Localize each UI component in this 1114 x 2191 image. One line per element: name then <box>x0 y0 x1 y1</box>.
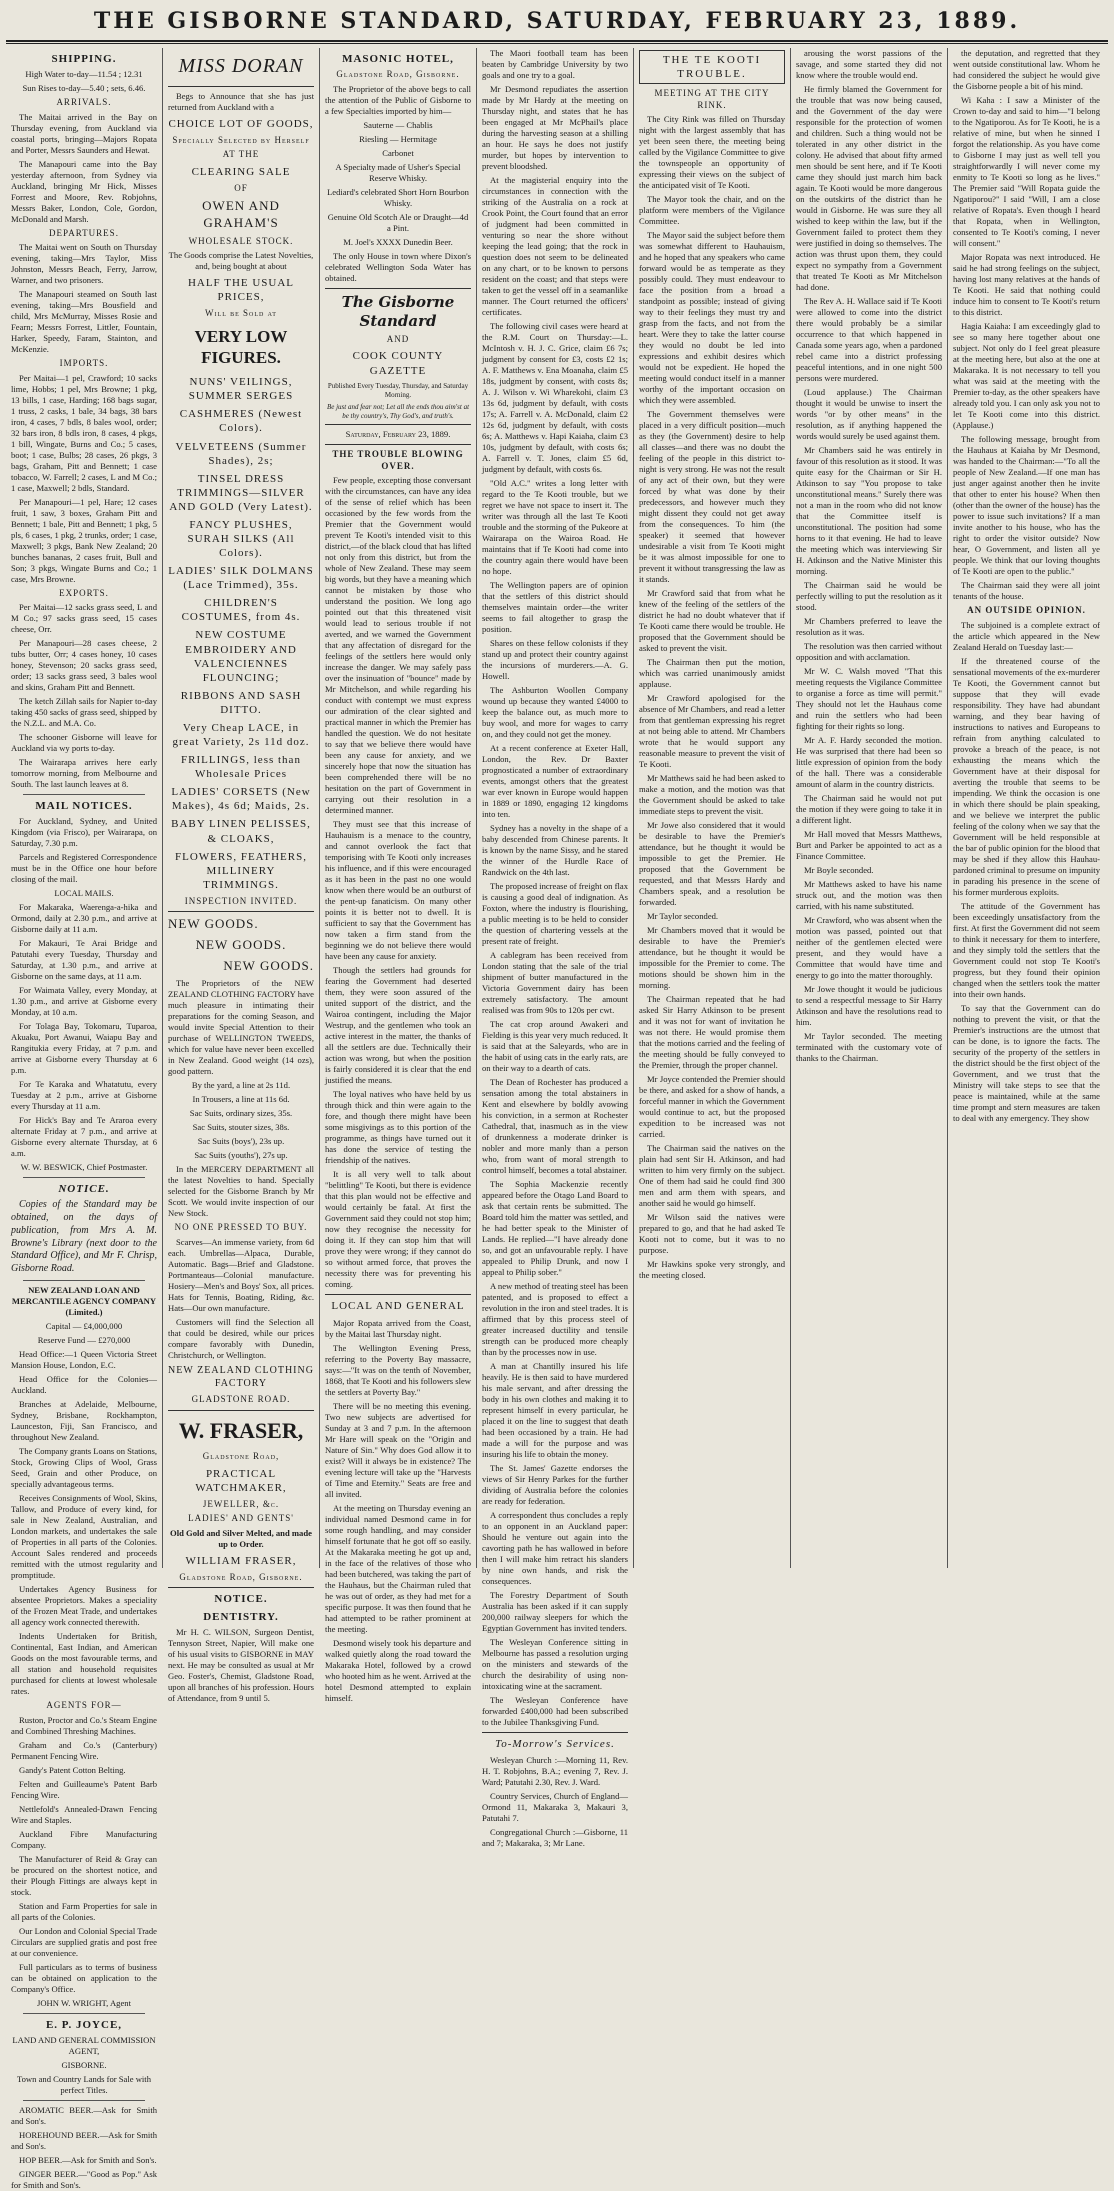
wine-line: Sauterne — Chablis <box>363 119 433 130</box>
news-paragraph: The Wesleyan Conference have forwarded £400,000 had been subscribed to the Jubilee Thanksgiving Fund. <box>482 1695 628 1727</box>
fraser2-address: Gladstone Road, Gisborne. <box>179 1571 303 1582</box>
editorial-paragraph: Few people, excepting those conversant with the circumstances, can have any idea of the sense of relief which has been occasioned by the few words from the Premier that the Government would prevent Te Kooti's intended visit to this district,—of the black cloud that has lifted not only from this district, but from the whole of New Zealand. These may seem big words, but they have a meaning which cannot be mistaken by those who understand the position. We long ago pointed out that this threatened visit would lead to serious trouble if not averted, and we warned the Government that any affectation of disregard for the feelings of the settlers here would only increase the danger. We may safely pass over the insinuation of "bounce" made by Mr Mitchelson, and while regarding his conduct with contempt we must express our admiration of the clear sighted and practical manner in which the Premier has handled the question. We do not hesitate to say that we believe there would have been any cause for anxiety, and we sincerely hope that now the situation has been comprehended there will be no hesitation on the part of Government in carrying out their resolution in a determined manner. <box>325 475 471 816</box>
article-paragraph: Mr Matthews said he had been asked to make a motion, and the motion was that the Government should be asked to take immediate steps to prevent the visit. <box>639 773 785 817</box>
column-2 <box>163 48 320 1704</box>
jeweller-line: JEWELLER, &c. <box>202 1498 280 1509</box>
hotel-title: MASONIC HOTEL, <box>342 53 454 65</box>
news-paragraph: The cat crop around Awakeri and Fielding is this year very much reduced. It is said that at the Saleyards, who are in the habit of using cats in the early rats, are on their way to a dearth of cats. <box>482 1019 628 1073</box>
beer-ad: HOREHOUND BEER.—Ask for Smith and Son's. <box>11 2129 157 2151</box>
at-the-line: AT THE <box>222 149 260 160</box>
service-item: Wesleyan Church :—Morning 11, Rev. H. T. Robjohns, B.A.; evening 7, Rev. J. Ward; Patutahi 2.30, Rev. J. Ward. <box>482 1755 628 1788</box>
arrivals-heading: ARRIVALS. <box>56 97 112 108</box>
melted-line: Old Gold and Silver Melted, and made up to Order. <box>170 1527 312 1549</box>
article-paragraph: The Chairman then put the motion, which was carried unanimously amidst applause. <box>639 657 785 690</box>
stock-item: FANCY PLUSHES, SURAH SILKS (All Colors). <box>187 518 295 560</box>
customers-text: Customers will find the Selection all that could be desired, while our prices compare favorably with Dunedin, Christchurch, or Wellington. <box>168 1316 314 1360</box>
stock-item: TINSEL DRESS TRIMMINGS—SILVER AND GOLD (Very Latest). <box>169 472 313 513</box>
masthead-rule-thin <box>6 43 1108 44</box>
price-line: Sac Suits, ordinary sizes, 35s. <box>189 1108 293 1119</box>
exports-heading: EXPORTS. <box>59 587 109 598</box>
notice-text: Copies of the Standard may be obtained, on the days of publication, from Mrs A. M. Browne's Library (next door to the Standard Office), and Mr F. Chrisp, Gisborne Road. <box>11 1199 157 1275</box>
stock-item: NEW COSTUME EMBROIDERY AND VALENCIENNES FLOUNCING; <box>185 629 297 684</box>
article-paragraph: Mr Jowe thought it would be judicious to send a respectful message to Sir Harry Atkinson and have the resolutions read to him. <box>796 984 942 1027</box>
article-paragraph: The Chairman repeated that he had asked Sir Harry Atkinson to be present and it was not for want of invitation he was not there. He would promise them that the motions carried and the feeling of the meeting should be fully conveyed to the Premier, through the proper channel. <box>639 994 785 1071</box>
stock-item: LADIES' SILK DOLMANS (Lace Trimmed), 35s. <box>168 565 314 592</box>
loan-text: The Company grants Loans on Stations, Stock, Growing Clips of Wool, Grass Seed, Grain and other Produce, on specially advantageous terms. <box>11 1446 157 1490</box>
export-item: Per Manapouri—28 cases cheese, 2 tubs butter, Orr; 4 cases honey, 10 cases honey, Stevenson; 20 sacks grass seed, order; 13 sacks grass seed, 3 bales wool and skins, Graham Pitt and Bennett. <box>11 638 157 693</box>
masthead-rule <box>6 40 1108 42</box>
goods-text: The Goods comprise the Latest Novelties, and, being bought at about <box>168 250 314 272</box>
divider <box>23 2100 145 2101</box>
news-paragraph: At a recent conference at Exeter Hall, London, the Rev. Dr Baxter prognosticated a number of extraordinary events, amongst others that the greatest war ever known in Europe would happen in 1889 or 1890, engaging 12 kingdoms into ten. <box>482 743 628 819</box>
local-heading: LOCAL AND GENERAL <box>331 1300 465 1313</box>
article-paragraph: Mr Chambers moved that it would be desirable to have the Premier's attendance, but he thought it would be impossible for the Premier to come. The motions should be shown him in the morning. <box>639 925 785 991</box>
loan-text: Branches at Adelaide, Melbourne, Sydney, Brisbane, Rockhampton, Launceston, Fiji, San Francisco, and throughout New Zealand. <box>11 1399 157 1443</box>
loan-text: Head Office:—1 Queen Victoria Street Mansion House, London, E.C. <box>11 1349 157 1371</box>
divider <box>23 1177 145 1178</box>
stock-item: VELVETEENS (Summer Shades), 2s; <box>175 440 307 467</box>
news-paragraph: A man at Chantilly insured his life heavily. He is then said to have murdered his male servant, and after dressing the body in his own clothes and making it to represent himself in every particular, he placed it on the line to suggest that death had been occasioned by a train. He had made a will for the purpose and was insuring his life to obtain the money. <box>482 1361 628 1459</box>
wine-line: Carbonet <box>382 147 414 158</box>
news-paragraph: Mr Desmond repudiates the assertion made by Mr Hardy at the meeting on Thursday night, and states that he has been engaged at Mr McPhail's place during the harvesting season at a shilling an hour. He says he does not justify murder, but hopes by intervention to prevent bloodshed. <box>482 84 628 171</box>
hotel-text: The Proprietor of the above begs to call the attention of the Public of Gisborne to a few Specialties imported by him— <box>325 83 471 116</box>
news-paragraph: "Old A.C." writes a long letter with regard to the Te Kooti trouble, but we regret we have not space to insert it. The writer was through all the last Te Kooti trouble and the storming of the Pukeore at Wairarapa on the Wairoa Road. He maintains that if Te Kooti had come into the country again there would have been no hope. <box>482 478 628 576</box>
stock-item: FLOWERS, FEATHERS, MILLINERY TRIMMINGS. <box>175 850 307 891</box>
beer-line: M. Joel's XXXX Dunedin Beer. <box>343 236 453 247</box>
divider <box>168 1587 314 1588</box>
article-subtitle: MEETING AT THE CITY RINK. <box>654 88 770 110</box>
article-paragraph: Wi Kaha : I saw a Minister of the Crown to-day and said to him—"I belong to the Ngatiporou. As for Te Kooti, he is a relative of mine, but when he sinned I forgot the relationship. As you have come to Gisborne I may just as well tell you straightforwardly I will never come my enmity to Te Kooti so long as he lives." The Premier said "Will Ropata guide the Ngatiporou?" I said "Will, I am a close relative of Ropata's. Even though I heard that Ropata, when in Wellington, consented to Te Kooti's coming, I never will consent." <box>953 95 1100 248</box>
article-paragraph: The City Rink was filled on Thursday night with the largest assembly that has yet been seen there, the meeting being called by the Vigilance Committee to give the townspeople an opportunity of expressing their views on the subject of the anticipated visit of Te Kooti. <box>639 114 785 191</box>
news-paragraph: The Wesleyan Conference sitting in Melbourne has passed a resolution urging on the ministers and stewards of the church the desirability of using non-intoxicating wine at the sacrament. <box>482 1637 628 1691</box>
mail-item: For Auckland, Sydney, and United Kingdom (via Frisco), per Wairarapa, on Saturday, 7.30 p.m. <box>11 816 157 849</box>
column-1 <box>6 48 163 2190</box>
notice2-heading: NOTICE. <box>214 1593 268 1606</box>
only-house-text: The only House in town where Dixon's celebrated Wellington Soda Water has obtained. <box>325 250 471 283</box>
local-paragraph: Desmond wisely took his departure and walked quietly along the road toward the Makaraka Hotel, followed by a crowd who hooted him as he went. Arrived at the hotel Desmond attempted to explain himself. <box>325 1637 471 1703</box>
article-paragraph: The Government themselves were placed in a very difficult position—much as they (the Government) desire to help all classes—and there was no doubt the feeling of the people in this district to-night is very strong. He was not the result of any act of their own, but they were forced by what was done by their predecessors, and however much they might dissent they could not get away from the consequences. To him (the speaker) it seemed that however undesirable a visit from Te Kooti might be it was almost impossible for one to prevent it without transgressing the law as it stands. <box>639 409 785 585</box>
fraser-address: Gladstone Road, <box>202 1450 280 1461</box>
shipping-note: The ketch Zillah sails for Napier to-day taking 450 sacks of grass seed, shipped by the N.Z.L. and M.A. Co. <box>11 696 157 729</box>
local-paragraph: At the meeting on Thursday evening an individual named Desmond came in for some rough handling, and may consider himself fortunate that he got off so easily. At the Makaraka meeting he got up and, in the face of the relatives of those who had been butchered, was taking the part of the Hauhaus, but the Chairman ruled that he was out of order, as they had met for a specific purpose. It was then found that he had attempted to be rather prominent at the meeting. <box>325 1502 471 1634</box>
article-paragraph: Mr Jowe also considered that it would be desirable to have the Premier's attendance, but he thought it would be impossible to get the Premier. He proposed that the Government be requested, and that Messrs Hardy and Chambers speak, and a resolution be forwarded. <box>639 820 785 908</box>
divider <box>325 288 471 289</box>
news-paragraph: The Dean of Rochester has produced a sensation among the total abstainers in Kent and elsewhere by boldly avowing his conviction, in a sermon at Rochester Cathedral, that, inasmuch as in the view of drunkenness a moderate drinker is nobler and more manly than a person who, from want of moral strength to control himself, becomes a total abstainer. <box>482 1077 628 1175</box>
page-columns <box>6 48 1108 2190</box>
article-paragraph: The Chairman said he would not put the motion if they were going to take it in a different light. <box>796 793 942 825</box>
article-paragraph: Mr Hall moved that Messrs Matthews, Burt and Parker be appointed to act as a Finance Committee. <box>796 829 942 861</box>
article-paragraph: The resolution was then carried without opposition and with acclamation. <box>796 641 942 662</box>
agent-item: Felten and Guilleaume's Patent Barb Fencing Wire. <box>11 1778 157 1800</box>
news-paragraph: At the magisterial enquiry into the circumstances in connection with the striking of the Australia on a rock at Crook Point, the Court found that an error of judgment had been committed in venturing so near the shore without keeping the lead going; that the rock in question does not seem to be delineated on any chart, or to be known to persons resident on the coast; and that steps were taken to get the vessel off in a seamanlike manner. The Court returned the officers' certificates. <box>482 175 628 317</box>
article-paragraph: the deputation, and regretted that they went outside constitutional law. Whom he had considered the subject he would give the Gisborne people a bit of his mind. <box>953 48 1100 91</box>
local-paragraph: Major Ropata arrived from the Coast, by the Maitai last Thursday night. <box>325 1317 471 1339</box>
divider <box>23 2013 145 2014</box>
fraser-name: W. FRASER, <box>178 1417 304 1443</box>
shipping-heading: SHIPPING. <box>51 53 117 65</box>
owen-line: OWEN AND GRAHAM'S <box>202 198 280 230</box>
sun-line: Sun Rises to-day—5.40 ; sets, 6.46. <box>22 83 146 94</box>
doran-name: MISS DORAN <box>178 55 304 77</box>
divider <box>23 1280 145 1281</box>
divider <box>168 1410 314 1411</box>
news-paragraph: The Wellington papers are of opinion that the settlers of this district should themselves maintain order—the writer seems to fail altogether to grasp the position. <box>482 580 628 634</box>
price-line: In Trousers, a line at 11s 6d. <box>192 1094 290 1105</box>
column-5 <box>634 48 791 1568</box>
new-goods-line: NEW GOODS. <box>195 936 287 952</box>
shipping-note: The schooner Gisborne will leave for Auckland via wy ports to-day. <box>11 732 157 754</box>
article-paragraph: The attitude of the Government has been exceedingly unsatisfactory from the first. At first the Government did not seem to think it necessary for them to interfere, and they simply told the settlers that the Government could not stop Te Kooti's progress, but they found their opinion changed when the settlers took the matter into their own hands. <box>953 900 1100 999</box>
stock-item: BABY LINEN PELISSES, & CLOAKS, <box>171 818 311 845</box>
news-paragraph: The Sophia Mackenzie recently appeared before the Otago Land Board to ask that certain rents be submitted. The Board told him the matter was settled, and he had better speak to the Minister of Lands. He replied—"I have already done so, and got an unfavourable reply. I have appealed to Philip Drunk, and now I appeal to Philip sober." <box>482 1179 628 1277</box>
price-line: Sac Suits (youths'), 27s up. <box>194 1150 288 1161</box>
editorial-paragraph: The loyal natives who have held by us through thick and thin were again to the fore, and though there might have been some misgivings as to this portion of the programme, as things have turned out it has done the service of testing the friendship of the natives. <box>325 1089 471 1166</box>
fraser2-name: WILLIAM FRASER, <box>185 1554 297 1567</box>
article-paragraph: Mr Crawford apologised for the absence of Mr Chambers, and read a letter from that gentleman expressing his regret at not being able to attend. Mr Chambers wrote that he would support any reasonable measure to prevent the visit of Te Kooti. <box>639 693 785 770</box>
column-4 <box>477 48 634 1849</box>
bourbon-line: Lediard's celebrated Short Horn Bourbon Whisky. <box>327 186 469 208</box>
price-line: By the yard, a line at 2s 11d. <box>191 1080 291 1091</box>
departures-heading: DEPARTURES. <box>49 227 119 238</box>
article-paragraph: If the threatened course of the sensational movements of the ex-murderer Te Kooti, the Government cannot but suppose that they will evade responsibility. They have had abundant warning, and they bear having of instructions to natives and Europeans to refrain from anything calculated to provoke a breach of the peace, is not exhausting the means which the Government have at their disposal for averting the trouble that seems to be impending. We think the occasion is one in which there should be plain speaking, and we believe we interpret the public feeling of the colony when we say that the Government will be held responsible at the bar of public opinion for the blood that may be shed if they allow this Hauhau-pardoned criminal to presume on impunity in parading his presence in the scene of his former murderous exploits. <box>953 655 1100 897</box>
ladies-line: LADIES' AND GENTS' <box>188 1513 294 1524</box>
editorial-paragraph: It is all very well to talk about "belittling" Te Kooti, but there is evidence that this plan would not be effective and would certainly be fatal. At first the Government said they could not stop him; now they recognise the necessity for doing it. If they can stop him that will prove they were wrong; if they cannot do so without armed force, that proves the necessity there was for preventing his coming. <box>325 1169 471 1290</box>
agent-item: Ruston, Proctor and Co.'s Steam Engine and Combined Threshing Machines. <box>11 1714 157 1736</box>
divider <box>482 1732 628 1733</box>
published-line: Published Every Tuesday, Thursday, and Saturday Morning. <box>327 381 469 399</box>
divider <box>325 1294 471 1295</box>
editorial-heading: THE TROUBLE BLOWING OVER. <box>332 449 464 471</box>
watchmaker-line: PRACTICAL WATCHMAKER, <box>195 1467 287 1494</box>
mail-item: For Hick's Bay and Te Araroa every alternate Friday at 7 p.m., and arrive at Gisborne every alternate Thursday, at 6 a.m. <box>11 1115 157 1159</box>
joyce-line: LAND AND GENERAL COMMISSION AGENT, <box>12 2034 156 2056</box>
wine-line: Riesling — Hermitage <box>359 133 437 144</box>
paper-and: AND <box>386 333 410 344</box>
shipping-note: The Wairarapa arrives here early tomorrow morning, from Melbourne and South. The last launch leaves at 8. <box>11 757 157 790</box>
news-paragraph: Shares on these fellow colonists if they stand up and protect their country against the incursions of murderers.—A. G. Howell. <box>482 638 628 681</box>
article-paragraph: The subjoined is a complete extract of the article which appeared in the New Zealand Herald on Tuesday last:— <box>953 619 1100 652</box>
issue-date: Saturday, February 23, 1889. <box>345 429 451 440</box>
joyce-line: Town and Country Lands for Sale with perfect Titles. <box>16 2073 151 2095</box>
news-paragraph: The following civil cases were heard at the R.M. Court on Thursday:—L. McIntosh v. H. J. C. Grice, claim £6 7s; judgment by consent for £3, costs £2 1s; A. F. Matthews v. Ena Moanaha, claim £5 18s, judgment by consent, with costs 8s; A. J. Wilson v. Wi Wharekohi, claim £3 13s 6d, judgment by default, with costs 17s; A. Farrell v. A. McDonald, claim £2 12s 6d, judgment by default, with costs 6s; A. Matthews v. Hapi Kaiaha, claim £3 10s, judgment by default, with costs 6s; A. Farrell v. T. Jones, claim £5 6d, judgment by default, with costs 6s. <box>482 321 628 474</box>
stock-item: NUNS' VEILINGS, SUMMER SERGES <box>188 376 294 403</box>
stock-item: FRILLINGS, less than Wholesale Prices <box>181 754 301 781</box>
agents-heading: AGENTS FOR— <box>46 1700 122 1711</box>
article-paragraph: The Chairman said they were all joint tenants of the house. <box>953 580 1100 601</box>
divider <box>168 911 314 912</box>
news-paragraph: The proposed increase of freight on flax is causing a good deal of indignation. As Foxton, where the industry is flourishing, a public meeting is to be held to consider the question of chartering vessels at the present rate of freight. <box>482 881 628 946</box>
stock-item: RIBBONS AND SASH DITTO. <box>180 689 302 716</box>
local-paragraph: There will be no meeting this evening. Two new subjects are advertised for Sunday at 3 and 7 p.m. In the afternoon Mr Hare will speak on the "Origin and Nature of Sin." Why does God allow it to exist? Will it always be in existence? The evening lecture will take up the "Harvests of Time and Eternity." Seats are free and all invited. <box>325 1400 471 1499</box>
article-paragraph: Mr Chambers said he was entirely in favour of this resolution as it stood. It was quite easy for the Chairman or Sir H. Atkinson to say "You propose to take unconstitutional means." Surely there was not a man in the room who did not know that the Committee itself is unconstitutional. The position had some horns to it that evening. He had to leave the meeting which was interviewing Sir H. Atkinson and the Native Minister this morning. <box>796 445 942 576</box>
article-paragraph: Mr Hawkins spoke very strongly, and the meeting closed. <box>639 1259 785 1281</box>
mercery-text: In the MERCERY DEPARTMENT all the latest Novelties to hand. Specially selected for the Gisborne Branch by Mr Scott. We would invite inspection of our New Stock. <box>168 1164 314 1219</box>
news-paragraph: Sydney has a novelty in the shape of a baby descended from Chinese parents. It is known by the name Sissy, and he stared the winner of the Hurdle Race of Randwick on the 4th last. <box>482 823 628 877</box>
news-paragraph: The Ashburton Woollen Company wound up because they wanted £4000 to keep the balance out, as much more to buy wool, and more for wages to carry on, and they could not get the money. <box>482 685 628 739</box>
joyce-name: E. P. JOYCE, <box>45 2018 123 2031</box>
service-item: Congregational Church :—Gisborne, 11 and 7; Makaraka, 3; Mr Lane. <box>482 1827 628 1849</box>
factory-road: GLADSTONE ROAD. <box>191 1394 291 1405</box>
joyce-line: GISBORNE. <box>61 2059 107 2070</box>
agent-signature: JOHN W. WRIGHT, Agent <box>37 1997 131 2008</box>
column-3 <box>320 48 477 1703</box>
factory-name: NEW ZEALAND CLOTHING FACTORY <box>168 1364 314 1389</box>
paper-gazette: COOK COUNTY GAZETTE <box>352 350 444 377</box>
clothing-factory-text: The Proprietors of the NEW ZEALAND CLOTHING FACTORY have much pleasure in intimating their preparations for the coming Season, and would invite Special Attention to their purchase of WELLINGTON TWEEDS, which for value have never been excelled in New Zealand. Good weight (14 ozs), good pattern. <box>168 978 314 1077</box>
new-goods-line: NEW GOODS. <box>223 957 314 973</box>
doran-intro: Begs to Announce that she has just returned from Auckland with a <box>168 90 314 112</box>
loan-company-title: NEW ZEALAND LOAN AND MERCANTILE AGENCY COMPANY (Limited.) <box>11 1285 157 1318</box>
of-line: OF <box>234 182 248 193</box>
capital-line: Capital — £4,000,000 <box>45 1321 123 1332</box>
agent-item: Station and Farm Properties for sale in all parts of the Colonies. <box>11 1900 157 1922</box>
departure-item: The Manapouri steamed on South last evening, taking—Mrs Bousfield and child, Mrs McMurray, Misses Rosie and Fearn; Messrs Forrest, Littler, Fountain, Harker, Speedy, Faram, Stainton, and McKenzie. <box>11 289 157 355</box>
export-item: Per Maitai—12 sacks grass seed, L and M Co.; 97 sacks grass seed, 15 cases cheese, Orr. <box>11 602 157 635</box>
news-paragraph: The Forestry Department of South Australia has been asked if it can supply 200,000 railway sleepers for which the Egyptian Government has invited tenders. <box>482 1590 628 1633</box>
choice-line: CHOICE LOT OF GOODS, <box>168 117 314 130</box>
divider <box>23 794 145 795</box>
mail-item: Parcels and Registered Correspondence must be in the Office one hour before closing of the mail. <box>11 852 157 885</box>
stock-item: Very Cheap LACE, in great Variety, 2s 11d doz. <box>172 721 310 749</box>
loan-text: Undertakes Agency Business for absentee Proprietors. Makes a speciality of the Frozen Meat Trade, and undertakes all agency work connected therewith. <box>11 1584 157 1628</box>
column-6 <box>791 48 948 1568</box>
arrival-item: The Manapouri came into the Bay yesterday afternoon, from Sydney via Auckland, bringing Mr Hick, Misses Forrest and Moore, Rev. Robjohns, Messrs Baker, London, Cole, Gordon, McDonald and Marsh. <box>11 158 157 224</box>
stock-item: LADIES' CORSETS (New Makes), 4s 6d; Maids, 2s. <box>171 786 311 813</box>
news-paragraph: The Maori football team has been beaten by Cambridge University by two goals and one try to a goal. <box>482 48 628 80</box>
mail-item: For Makauri, Te Arai Bridge and Patutahi every Tuesday, Thursday and Saturday, at 1.30 p.m., and arrive at Gisborne on the same days, at 11 a.m. <box>11 938 157 982</box>
article-paragraph: Mr Matthews asked to have his name struck out, and the motion was then carried, with his name substituted. <box>796 879 942 911</box>
article-paragraph: The Rev A. H. Wallace said if Te Kooti were allowed to come into the district there would probably be a similar occurrence to that which happened in Canada some years ago, when a pardoned rebel came into a district professing peaceful intentions, and in one night 500 persons were murdered. <box>796 296 942 383</box>
beer-ad: AROMATIC BEER.—Ask for Smith and Son's. <box>11 2104 157 2126</box>
article-paragraph: Mr Boyle seconded. <box>804 865 874 875</box>
divider <box>325 424 471 425</box>
mail-item: For Tolaga Bay, Tokomaru, Tuparoa, Akuaku, Port Awanui, Waiapu Bay and Rangitukia every Friday, at 7 p.m. and arrive at Gisborne every Thursday at 6 p.m. <box>11 1021 157 1076</box>
mail-item: For Makaraka, Waerenga-a-hika and Ormond, daily at 2.30 p.m., and arrive at Gisborne daily at 11 a.m. <box>11 902 157 935</box>
local-paragraph: The Wellington Evening Press, referring to the Poverty Bay massacre, says:—"It was on the tenth of November, 1868, that Te Kooti and his followers slew the settlers at Poverty Bay." <box>325 1342 471 1397</box>
mail-item: For Te Karaka and Whatatutu, every Tuesday at 2 p.m., arrive at Gisborne every Thursday at 11 a.m. <box>11 1079 157 1112</box>
article-paragraph: Mr Crawford said that from what he knew of the feeling of the settlers of the district he had no doubt whatever that if Te Kooti came there would be trouble. He proposed that the Government should be asked to prevent the visit. <box>639 588 785 654</box>
article-paragraph: Mr A. F. Hardy seconded the motion. He was surprised that there had been so little expression of opinion from the body of the hall. There was a considerable amount of alarm in the country districts. <box>796 735 942 789</box>
article-paragraph: The Mayor took the chair, and on the platform were members of the Vigilance Committee. <box>639 194 785 227</box>
outside-opinion-heading: AN OUTSIDE OPINION. <box>967 605 1086 615</box>
article-paragraph: (Loud applause.) The Chairman thought it would be unwise to insert the words "or by other means" in the resolution, as if anything happened the words would surely be used against them. <box>796 387 942 441</box>
clearing-line: CLEARING SALE <box>191 165 291 178</box>
beer-ad: GINGER BEER.—"Good as Pop." Ask for Smith and Son's. <box>11 2168 157 2190</box>
mail-heading: MAIL NOTICES. <box>35 800 133 813</box>
article-paragraph: Mr Taylor seconded. <box>647 911 719 922</box>
news-paragraph: A correspondent thus concludes a reply to an opponent in an Auckland paper: Should he venture out again into the cavorting path he has wallowed in before then I will make him retract his slanders by nine own hands, and risk the consequences. <box>482 1510 628 1586</box>
article-paragraph: He firmly blamed the Government for the trouble that was now being caused, and the Government of the day were responsible for the protection of women and children. Such a thing would not be tolerated in any other district in the colony. He advised that about fifty armed men should be sent here, and if Te Kooti came they should just march him back again. Te Kooti would be more dangerous on the outskirts of the district than he would in Gisborne. He was sure they all wished to keep within the law, but if the Government failed to protect them they were justified in doing so themselves. The action was thrust upon them, they could expect no sympathy from a Government that treated Te Kooti as Mr Mitchelson had done. <box>796 84 942 292</box>
article-paragraph: Mr Taylor seconded. The meeting terminated with the customary vote of thanks to the Chairman. <box>796 1031 942 1063</box>
reserve-line: Reserve Fund — £270,000 <box>37 1335 131 1346</box>
agent-item: Graham and Co.'s (Canterbury) Permanent Fencing Wire. <box>11 1739 157 1761</box>
service-item: Country Services, Church of England—Ormond 11, Makaraka 3, Makauri 3, Patutahi 7. <box>482 1791 628 1824</box>
half-price-line: HALF THE USUAL PRICES, <box>187 277 295 304</box>
wholesale-line: WHOLESALE STOCK. <box>188 235 294 246</box>
article-paragraph: arousing the worst passions of the savage, and some started they did not know where the trouble would end. <box>796 48 942 80</box>
arrival-item: The Maitai arrived in the Bay on Thursday evening, from Auckland via coastal ports, bringing—Majors Ropata and Porter, Messrs Saunders and Hewat. <box>11 111 157 155</box>
no-one-pressed: NO ONE PRESSED TO BUY. <box>174 1222 308 1233</box>
news-paragraph: The St. James' Gazette endorses the views of Sir Henry Parkes for the further dividing of Australia before the colonies are ready for federation. <box>482 1463 628 1506</box>
selected-line: Specially Selected by Herself <box>172 134 310 145</box>
tide-line: High Water to-day—11.54 ; 12.31 <box>25 69 143 80</box>
article-paragraph: Hagia Kaiaha: I am exceedingly glad to see so many here together about one subject. Not only do I feel great pleasure at the meeting here, but also at the one at Makaraka. It is not necessary to tell you what was said at the meeting with the Premier to-day, as the other speakers have already told you. I can only ask you not to let Te Kooti come into this district. (Applause.) <box>953 321 1100 430</box>
postmaster-signature: W. W. BESWICK, Chief Postmaster. <box>20 1162 148 1173</box>
import-item: Per Manapouri—1 pel, Hare; 12 cases fruit, 1 saw, 3 boxes, Graham Pitt and Bennett; 1 bale, Pitt and Bennett; 1 pkg, 5 pls, 6 cases, 1 pkg, 2 trunks, order; 1 case, Maxwell; 3 pkgs, Bank New Zealand; 20 bunches bananas, 2 cases fruit, Bull and Son; 3 pkgs, Wingate Burns and Co.; 1 case, Mrs Browne. <box>11 496 157 584</box>
editorial-paragraph: They must see that this increase of Hauhauism is a menace to the country, and cannot overlook the fact that temporising with Te Kooti only increases his influence, and if this were encouraged as it has been in the past no one would know when there would be an outburst of the pent-up fanaticism. On many other points it is better not to dwell. It is sufficient to say that the Government has now taken a firm stand from the beginning we do not believe there would have been any cause for anxiety. <box>325 819 471 962</box>
stock-item: CASHMERES (Newest Colors). <box>179 408 303 435</box>
imports-heading: IMPORTS. <box>59 358 109 369</box>
agent-item: The Manufacturer of Reid & Gray can be procured on the shortest notice, and their Plough Fittings are always kept in stock. <box>11 1853 157 1897</box>
new-goods-line: NEW GOODS. <box>168 916 259 932</box>
article-paragraph: Mr Chambers preferred to leave the resolution as it was. <box>796 616 942 637</box>
price-line: Sac Suits (boys'), 23s up. <box>197 1136 285 1147</box>
motto-line: Be just and fear not; Let all the ends thou aim'st at be thy country's, Thy God's, and truth's. <box>326 402 470 420</box>
import-item: Per Maitai—1 pel, Crawford; 10 sacks lime, Hobbs; 1 pel, Mrs Browne; 1 pkg, 13 bills, 1 case, Harding; 168 bags sugar, 1 truss, 2 casks, 1 bale, 34 bags, 38 bars iron, 4 cases, 7 bdls, 8 bales wool, order; 32 bars iron, 8 bdls iron, 8 cases, 4 pkgs, 1 bill, Wingate, Burns and Co.; 5 cases, boot; 1 case, Bulbs; 28 cases, 26 pkgs, 3 bags, Graham, Pitt and Bennett; 1 case tobacco, W. Farrell; 2 cases, L and M Co.; 1 case, Maxwell; 2 bdls, Standard. <box>11 372 157 493</box>
article-paragraph: Mr Crawford, who was absent when the motion was passed, pointed out that neither of the gentlemen elected were present, and they would have a Committee that would have time and energy to go into the matter thoroughly. <box>796 915 942 980</box>
hotel-address: Gladstone Road, Gisborne. <box>336 69 460 80</box>
inspection-line: INSPECTION INVITED. <box>184 895 298 906</box>
editorial-paragraph: Though the settlers had grounds for fearing the Government had deserted them, they were soon assured of the united support of the district, and the Wairoa contingent, including the Major Westrup, and the gentlemen who took an active interest in the matter, the thanks of all the settlers are due. Technically their action was wrong, but when the position is fairly considered it is clear that the end justified the means. <box>325 965 471 1086</box>
news-paragraph: A cablegram has been received from London stating that the sale of the trial shipment of butter manufactured in the Victoria Government dairy has been extremely satisfactory. The amount realised was from 90s to 120s per cwt. <box>482 950 628 1015</box>
notice-heading: NOTICE. <box>58 1183 110 1196</box>
article-paragraph: Mr W. C. Walsh moved "That this meeting requests the Vigilance Committee to organise a force as time will permit." They should not let the Hauhaus come and ruin the settlers who had been fighting for their rights so long. <box>796 666 942 731</box>
very-low-line: VERY LOW FIGURES. <box>194 326 288 368</box>
departure-item: The Maitai went on South on Thursday evening, taking—Mrs Taylor, Miss Johnston, Messrs Beach, Ferry, Jarrow, Warner, and two prisoners. <box>11 242 157 286</box>
column-7 <box>948 48 1105 1568</box>
loan-text: Receives Consignments of Wool, Skins, Tallow, and Produce of every kind, for sale in New Zealand, Australian, and London markets, and undertakes the sale of Properties in all parts of the Colonies. Account Sales rendered and proceeds remitted with the utmost regularity and promptitude. <box>11 1493 157 1581</box>
article-paragraph: To say that the Government can do nothing to prevent the visit, or that the Premier's instructions are the utmost that can be done, is to ignore the facts. The security of the property of the settlers in the district should be the first object of the Government, and we trust that the Ministry will take steps to see that the peace is maintained, while at the same time prompt and stern measures are taken to deal with any emergency. They show <box>953 1002 1100 1123</box>
agent-item: Our London and Colonial Special Trade Circulars are supplied gratis and post free at our convenience. <box>11 1925 157 1958</box>
scarves-text: Scarves—An immense variety, from 6d each. Umbrellas—Alpaca, Durable, Automatic. Bags—Brief and Gladstone. Portmanteaus—Colonial manufacture. Hosiery—Men's and Boys' Sox, all prices. Hats for Tennis, Boating, Riding, &c. Hats—Our own manufacture. <box>168 1236 314 1313</box>
article-paragraph: Mr Joyce contended the Premier should be there, and asked for a show of hands, a forceful manner in which the Government would continue to act, but the proposed expedition to be increased was not carried. <box>639 1074 785 1140</box>
divider <box>325 444 471 445</box>
stock-item: CHILDREN'S COSTUMES, from 4s. <box>181 597 301 624</box>
will-be-line: Will be Sold at <box>205 308 277 319</box>
divider <box>168 86 314 87</box>
article-paragraph: Major Ropata was next introduced. He said he had strong feelings on the subject, having lost many relatives at the hands of Te Kooti. He said that nothing could induce him to consent to Te Kooti's return to this district. <box>953 252 1100 317</box>
agent-item: Gandy's Patent Cotton Belting. <box>19 1764 126 1775</box>
agent-item: Auckland Fibre Manufacturing Company. <box>11 1828 157 1850</box>
agent-item: Nettlefold's Annealed-Drawn Fencing Wire and Staples. <box>11 1803 157 1825</box>
whisky-line: A Specialty made of Usher's Special Reserve Whisky. <box>335 161 461 183</box>
mail-subheading: LOCAL MAILS. <box>54 888 114 899</box>
masthead: THE GISBORNE STANDARD, SATURDAY, FEBRUARY 23, 1889. <box>93 8 1021 34</box>
beer-ad: HOP BEER.—Ask for Smith and Son's. <box>19 2154 157 2165</box>
services-heading: To-Morrow's Services. <box>495 1738 615 1750</box>
article-paragraph: The following message, brought from the Hauhaus at Kaiaha by Mr Desmond, was handed to the Chairman:—"To all the people of New Zealand.—If one man has just anger against another then he invite that other to enter his house? When then (other than the owner of the house) has the power to issue such invitations? If a man invite another to his house, who has the right to order the visitor outside? Now hear, O Government, and listen all ye people. We think that our loving thoughts of Te Kooti are open to the public." <box>953 434 1101 576</box>
article-paragraph: The Chairman said the natives on the plain had sent Sir H. Atkinson, and had written to him very firmly on the subject. One of them had said he could find 300 men and arm them with spears, and another said he would go himself. <box>639 1143 785 1209</box>
article-paragraph: Mr Wilson said the natives were prepared to go, and that he had asked Te Kooti not to come, but it was to no purpose. <box>639 1212 785 1256</box>
ale-line: Genuine Old Scotch Ale or Draught—4d a Pint. <box>327 211 469 233</box>
loan-text: Indents Undertaken for British, Continental, East Indian, and American Goods on the most favourable terms, and all station and household requisites purchased for clients at lowest wholesale rates. <box>11 1631 157 1697</box>
news-paragraph: A new method of treating steel has been patented, and is proposed to effect a revolution in the iron and steel trades. It is affirmed that by this process steel of greater increased ductility and tensile strength can be produced more cheaply than by the processes now in use. <box>482 1281 628 1357</box>
mail-item: For Waimata Valley, every Monday, at 1.30 p.m., and arrive at Gisborne every Monday, at 10 a.m. <box>11 985 157 1018</box>
paper-title: The Gisborne Standard <box>341 292 455 330</box>
dentistry-heading: DENTISTRY. <box>203 1611 279 1624</box>
price-line: Sac Suits, stouter sizes, 38s. <box>192 1122 290 1133</box>
article-paragraph: The Mayor said the subject before them was somewhat different to Hauhauism, and he hoped that any speakers who came forward would be as temperate as they possibly could. They must endeavour to face the position from a broad a standpoint as possible; instead of giving way to their feelings they must try and grasp from the facts, and not from the heart. Were they to take the latter course they would no doubt be led into expressions and exhibit desires which would not be expedient. He hoped the meeting would conduct itself in a manner worthy of the important occasion on which they were assembled. <box>639 230 785 406</box>
loan-text: Head Office for the Colonies—Auckland. <box>11 1374 157 1396</box>
agent-item: Full particulars as to terms of business can be obtained on application to the Company's Office. <box>11 1961 157 1994</box>
article-title: THE TE KOOTI TROUBLE. <box>639 50 785 84</box>
dentist-text: Mr H. C. WILSON, Surgeon Dentist, Tennyson Street, Napier, Will make one of his usual visits to GISBORNE in MAY next. He may be consulted as usual at Mr Geo. Foster's, Chemist, Gladstone Road, upon all branches of his profession. Hours of Attendance, from 9 until 5. <box>168 1627 314 1704</box>
article-paragraph: The Chairman said he would be perfectly willing to put the resolution as it stood. <box>796 580 942 612</box>
